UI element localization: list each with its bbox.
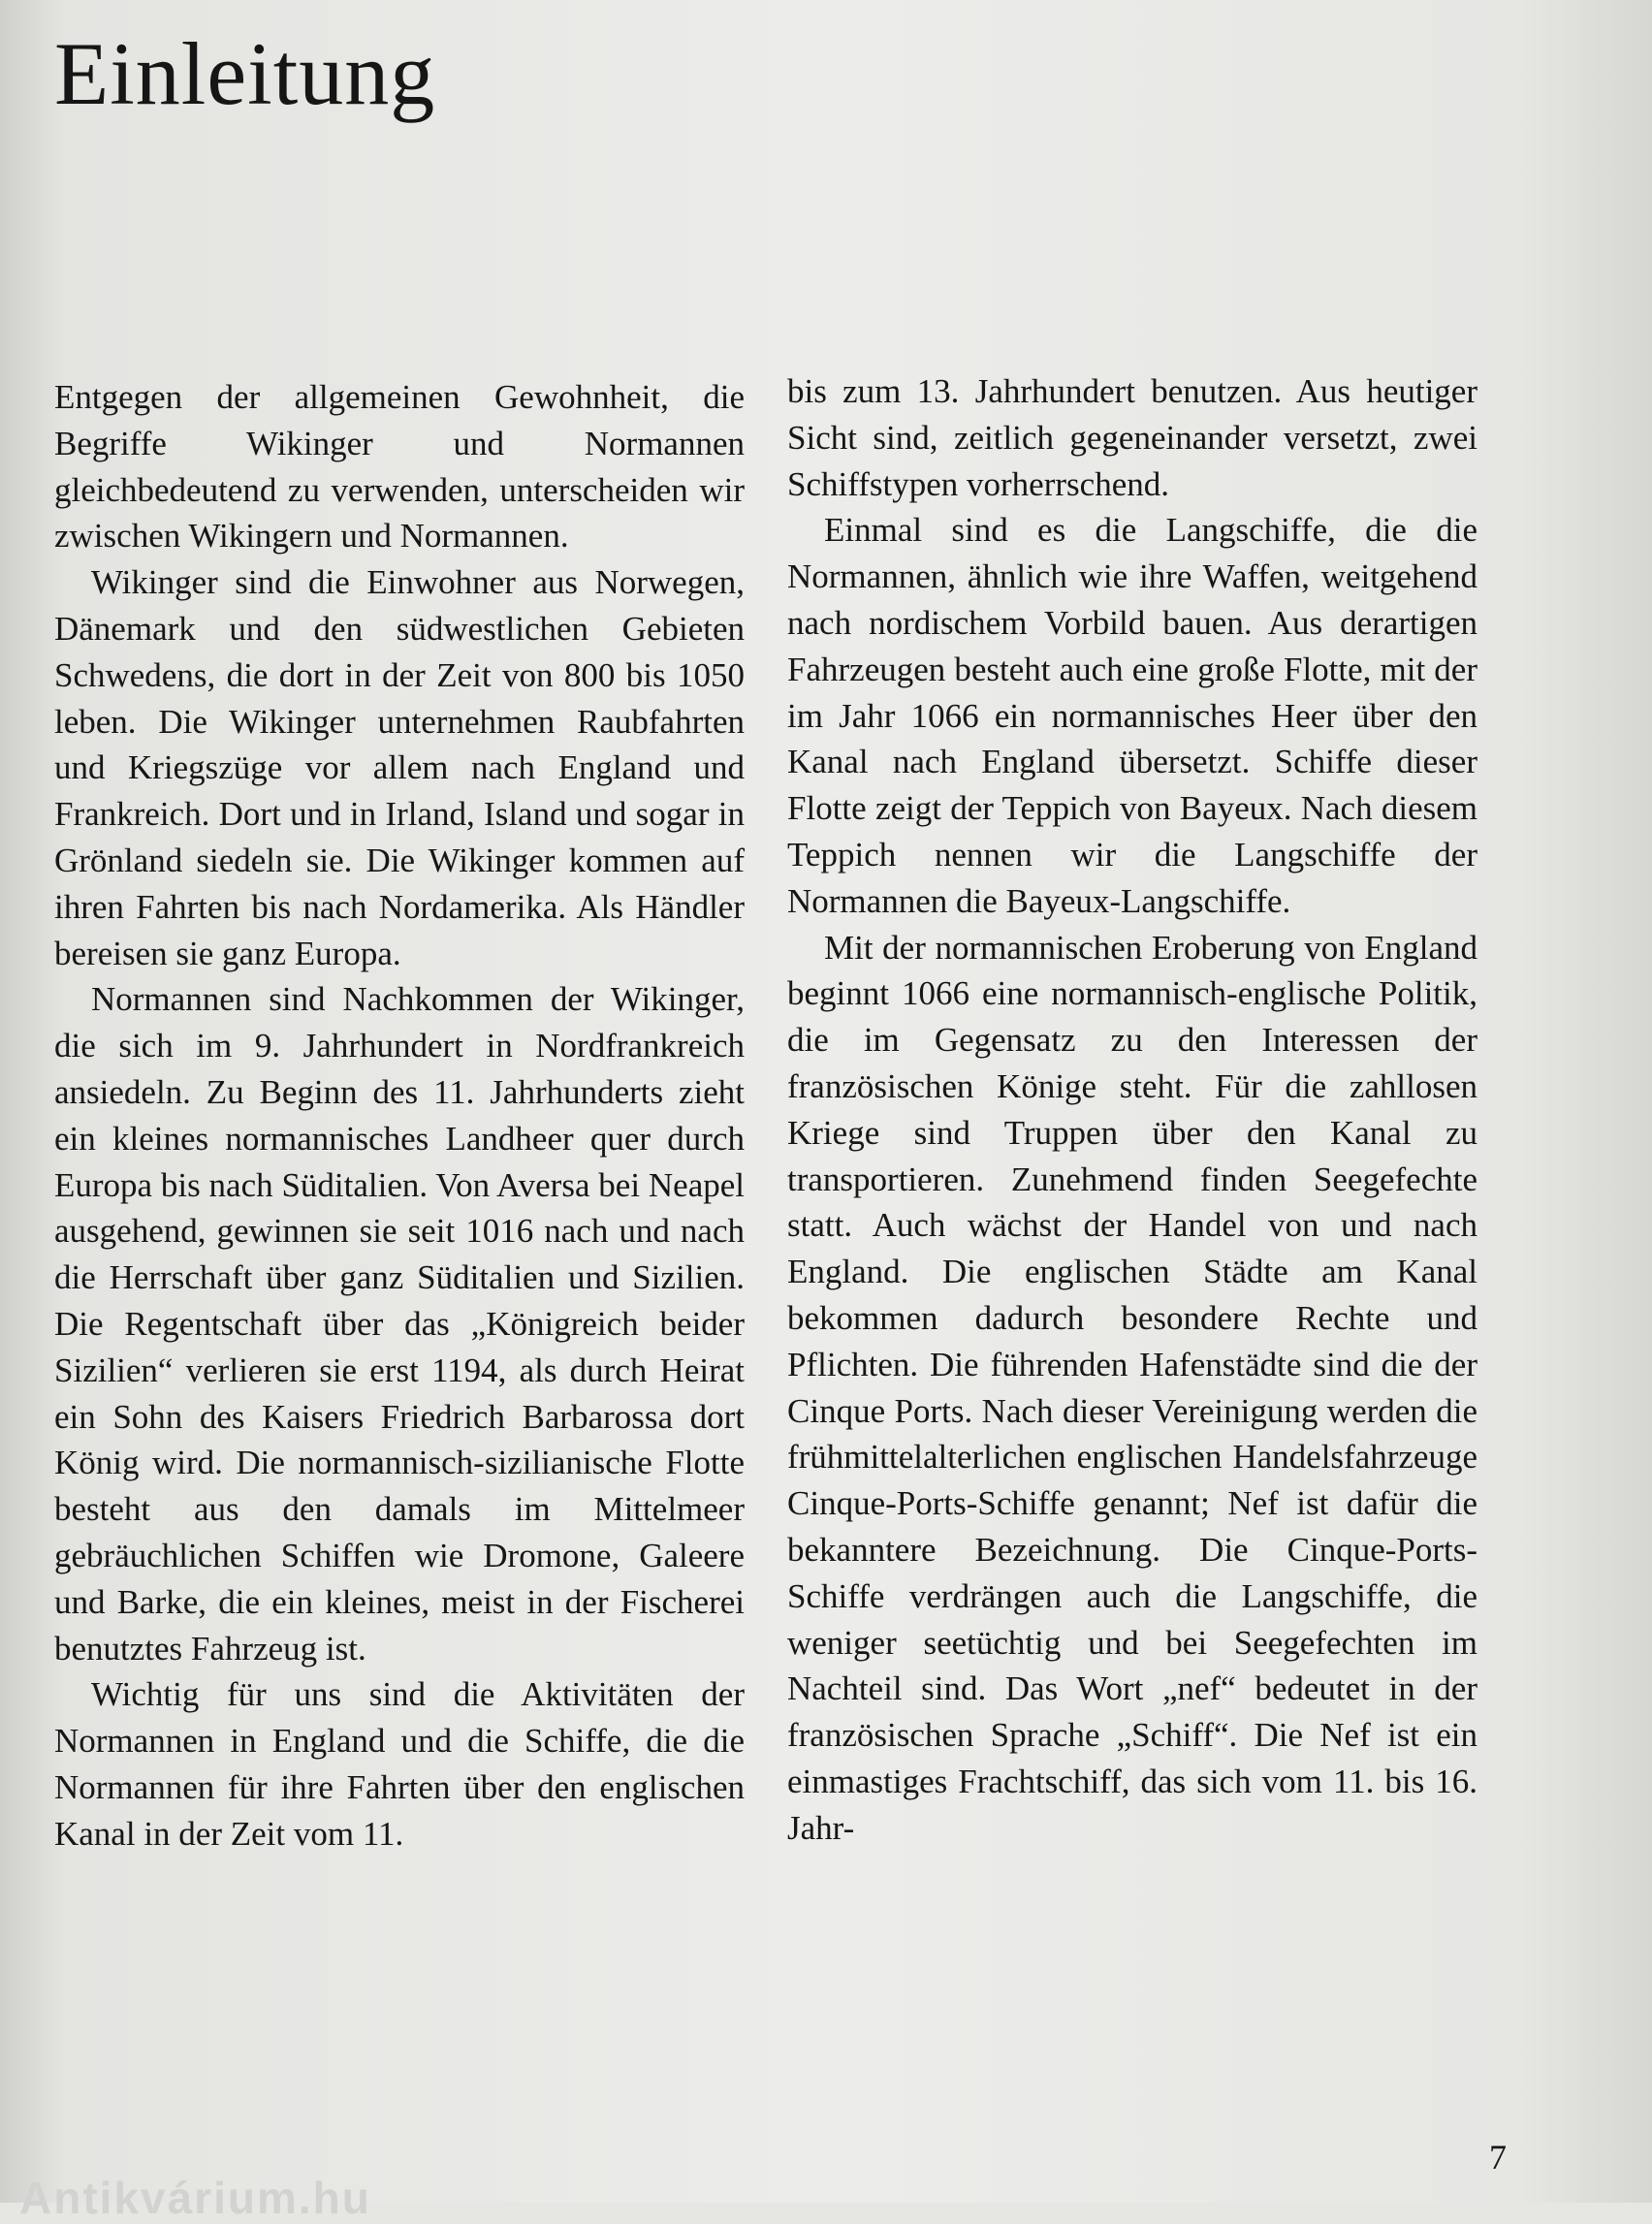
watermark: Antikvárium.hu (19, 2173, 371, 2223)
paragraph: Entgegen der allgemeinen Gewohnheit, die Begriffe Wikinger und Normannen gleichbedeutend zu verwenden, unterscheiden wir zwischen Wikingern und Normannen. (54, 378, 745, 556)
paragraph: Wikinger sind die Einwohner aus Norwegen, Dänemark und den südwestlichen Gebieten Schwedens, die dort in der Zeit von 800 bis 1050 leben. Die Wikinger unternehmen Raubfahrten und Kriegszüge vor allem nach England und Frankreich. Dort und in Irland, Island und sogar in Grönland siedeln sie. Die Wikinger kommen auf ihren Fahrten bis nach Nordamerika. Als Händler bereisen sie ganz Europa. (54, 563, 745, 972)
paragraph: Einmal sind es die Langschiffe, die die Normannen, ähnlich wie ihre Waffen, weitgehend nach nordischem Vorbild bauen. Aus derartigen Fahrzeugen besteht auch eine große Flotte, mit der im Jahr 1066 ein normannisches Heer über den Kanal nach England übersetzt. Schiffe dieser Flotte zeigt der Teppich von Bayeux. Nach diesem Teppich nennen wir die Langschiffe der Normannen die Bayeux-Langschiffe. (787, 511, 1477, 920)
page-number: 7 (1489, 2138, 1507, 2176)
text-column-right (787, 368, 1477, 1852)
text-column-left (54, 374, 745, 1858)
paragraph: Wichtig für uns sind die Aktivitäten der Normannen in England und die Schiffe, die die Normannen für ihre Fahrten über den englischen Kanal in der Zeit vom 11. (54, 1675, 745, 1853)
paragraph: Normannen sind Nachkommen der Wikinger, die sich im 9. Jahrhundert in Nordfrankreich ansiedeln. Zu Beginn des 11. Jahrhunderts zieht ein kleines normannisches Landheer quer durch Europa bis nach Süditalien. Von Aversa bei Neapel ausgehend, gewinnen sie seit 1016 nach und nach die Herrschaft über ganz Süditalien und Sizilien. Die Regentschaft über das „Königreich beider Sizilien“ verlieren sie erst 1194, als durch Heirat ein Sohn des Kaisers Friedrich Barbarossa dort König wird. Die normannisch-sizilianische Flotte besteht aus den damals im Mittelmeer gebräuchlichen Schiffen wie Dromone, Galeere und Barke, die ein kleines, meist in der Fischerei benutztes Fahrzeug ist. (54, 980, 745, 1668)
paragraph: Mit der normannischen Eroberung von England beginnt 1066 eine normannisch-englische Politik, die im Gegensatz zu den Interessen der französischen Könige steht. Für die zahllosen Kriege sind Truppen über den Kanal zu transportieren. Zunehmend finden Seegefechte statt. Auch wächst der Handel von und nach England. Die englischen Städte am Kanal bekommen dadurch besondere Rechte und Pflichten. Die führenden Hafenstädte sind die der Cinque Ports. Nach dieser Vereinigung werden die frühmittelalterlichen englischen Handelsfahrzeuge Cinque-Ports-Schiffe genannt; Nef ist dafür die bekanntere Bezeichnung. Die Cinque-Ports-Schiffe verdrängen auch die Langschiffe, die weniger seetüchtig und bei Seegefechten im Nachteil sind. Das Wort „nef“ bedeutet in der französischen Sprache „Schiff“. Die Nef ist ein einmastiges Frachtschiff, das sich vom 11. bis 16. Jahr- (787, 928, 1477, 1847)
page-title: Einleitung (54, 24, 436, 123)
paragraph: bis zum 13. Jahrhundert benutzen. Aus heutiger Sicht sind, zeitlich gegeneinander versetzt, zwei Schiffstypen vorherrschend. (787, 372, 1477, 503)
